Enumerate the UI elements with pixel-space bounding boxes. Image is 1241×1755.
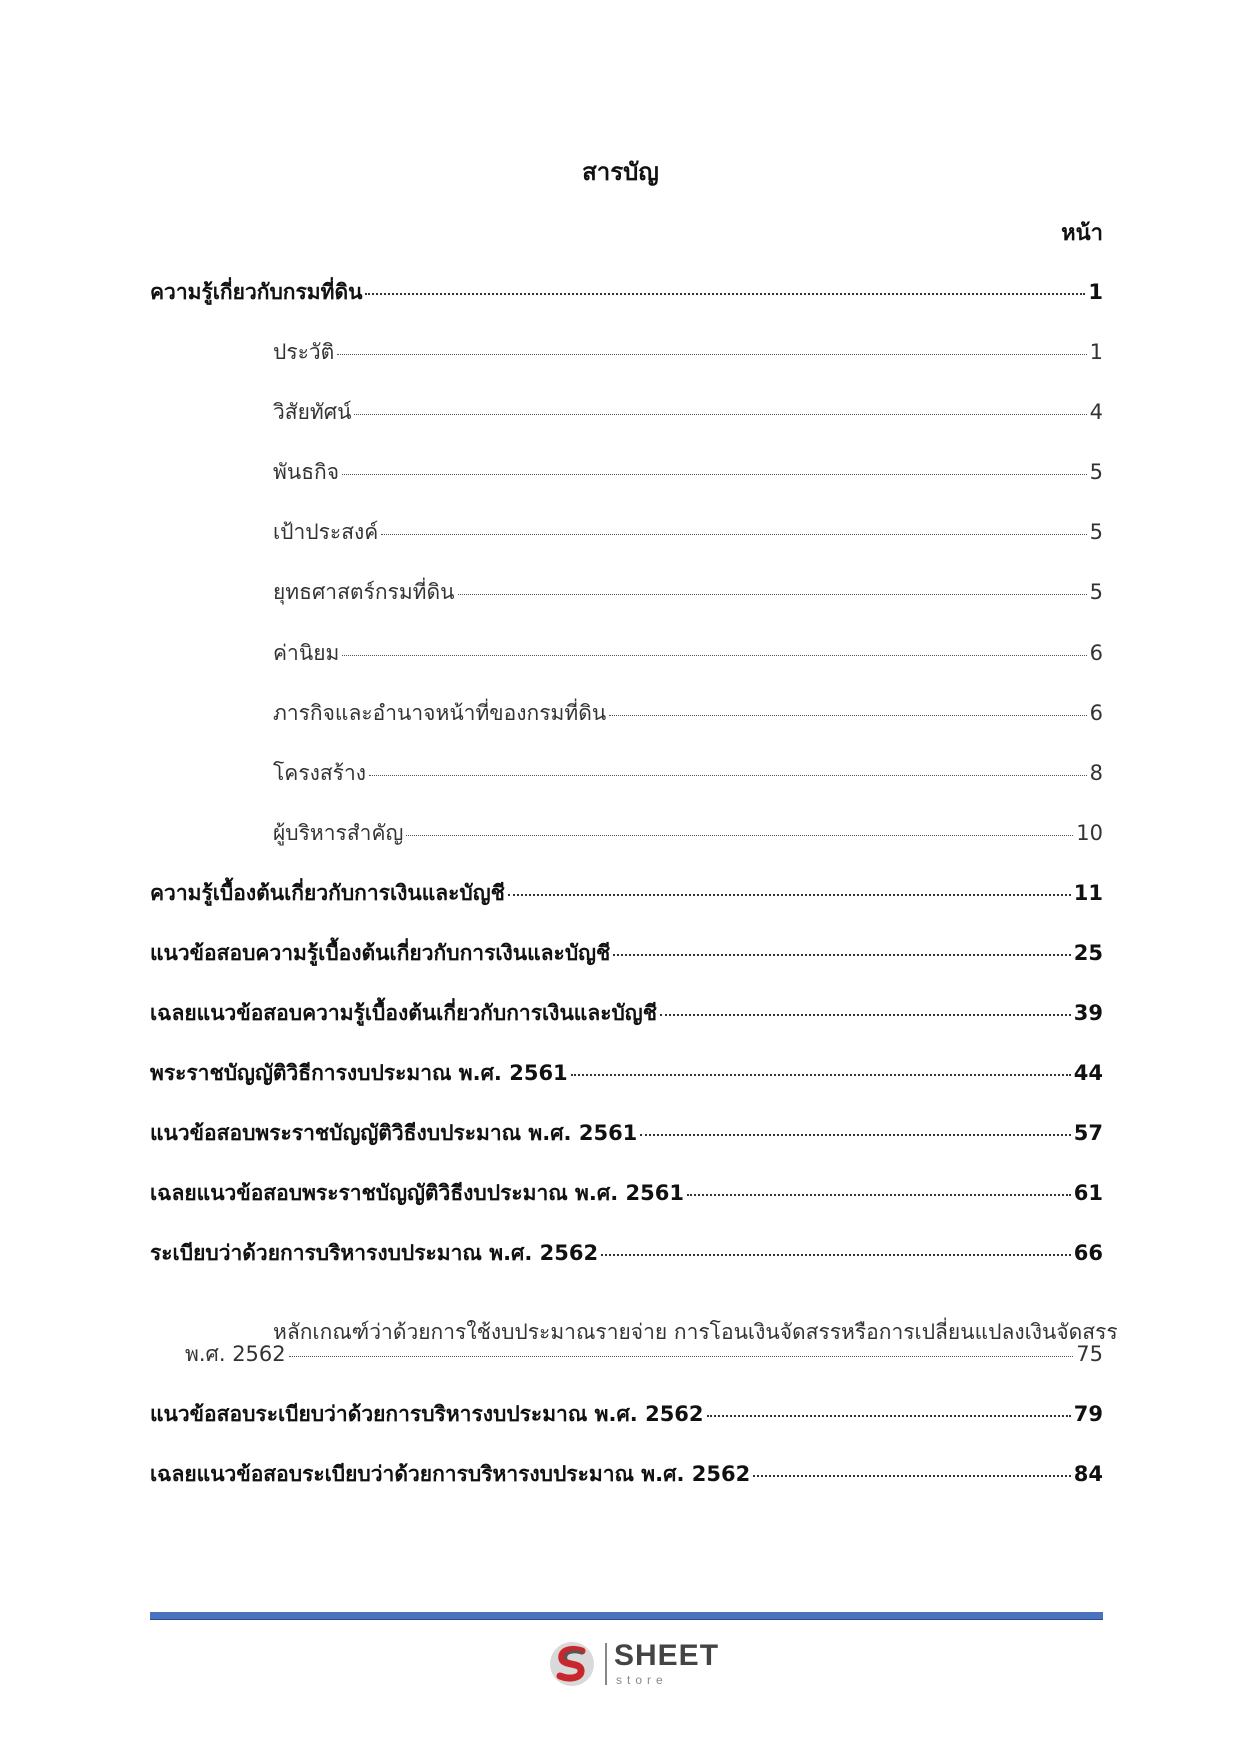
toc-entry[interactable] <box>273 456 1103 488</box>
toc-entry[interactable] <box>273 516 1103 548</box>
toc-entry-page: 10 <box>1076 821 1103 845</box>
leader-dots <box>601 1253 1071 1256</box>
leader-dots <box>609 714 1086 716</box>
toc-entry[interactable] <box>273 697 1103 729</box>
toc-entry[interactable] <box>150 877 1103 909</box>
leader-dots <box>289 1355 1074 1357</box>
toc-entry-page: 79 <box>1073 1402 1103 1426</box>
toc-entry-label: ระเบียบว่าด้วยการบริหารงบประมาณ พ.ศ. 2562 <box>150 1241 599 1265</box>
leader-dots <box>342 654 1086 656</box>
leader-dots <box>660 1013 1071 1016</box>
logo-subtext: store <box>616 1673 668 1687</box>
toc-entry-page: 57 <box>1073 1121 1103 1145</box>
toc-entry[interactable] <box>273 336 1103 368</box>
leader-dots <box>337 353 1086 355</box>
toc-entry-page: 4 <box>1089 400 1103 424</box>
toc-entry-label: ภารกิจและอำนาจหน้าที่ของกรมที่ดิน <box>273 701 607 725</box>
toc-entry-page: 75 <box>1076 1342 1103 1366</box>
leader-dots <box>458 593 1087 595</box>
toc-entry-label-line1: หลักเกณฑ์ว่าด้วยการใช้งบประมาณรายจ่าย การโอนเงินจัดสรรหรือการเปลี่ยนแปลงเงินจัดสรร <box>273 1320 1118 1344</box>
toc-entry-page: 66 <box>1073 1241 1103 1265</box>
toc-entry-label: เฉลยแนวข้อสอบพระราชบัญญัติวิธีงบประมาณ พ.ศ. 2561 <box>150 1181 684 1205</box>
toc-entry[interactable] <box>273 637 1103 669</box>
leader-dots <box>687 1193 1071 1196</box>
toc-entry-page: 84 <box>1073 1462 1103 1486</box>
toc-entry-page: 61 <box>1073 1181 1103 1205</box>
leader-dots <box>381 533 1086 535</box>
toc-entry[interactable] <box>150 1237 1103 1269</box>
toc-entry[interactable] <box>273 757 1103 789</box>
toc-entry[interactable] <box>273 817 1103 849</box>
toc-entry-label-line2: พ.ศ. 2562 <box>185 1342 286 1366</box>
leader-dots <box>508 893 1071 896</box>
leader-dots <box>369 774 1087 776</box>
toc-entry-page: 5 <box>1089 580 1103 604</box>
leader-dots <box>571 1073 1071 1076</box>
toc-entry[interactable] <box>150 1117 1103 1149</box>
leader-dots <box>753 1474 1071 1477</box>
toc-entry[interactable] <box>150 1398 1103 1430</box>
sheet-store-logo <box>548 1637 728 1693</box>
toc-entry-label: เป้าประสงค์ <box>273 520 379 544</box>
toc-entry-label: แนวข้อสอบพระราชบัญญัติวิธีงบประมาณ พ.ศ. 2561 <box>150 1121 638 1145</box>
toc-entry-page: 39 <box>1073 1001 1103 1025</box>
toc-entry-label: แนวข้อสอบระเบียบว่าด้วยการบริหารงบประมาณ พ.ศ. 2562 <box>150 1402 704 1426</box>
toc-entry[interactable] <box>185 1338 1103 1370</box>
toc-entry-label: โครงสร้าง <box>273 761 367 785</box>
toc-entry-label: ความรู้เบื้องต้นเกี่ยวกับการเงินและบัญชี <box>150 881 505 905</box>
toc-entry-page: 6 <box>1089 641 1103 665</box>
toc-entry-label: แนวข้อสอบความรู้เบื้องต้นเกี่ยวกับการเงินและบัญชี <box>150 941 611 965</box>
toc-entry[interactable] <box>273 576 1103 608</box>
toc-entry-label: พันธกิจ <box>273 460 340 484</box>
page-column-header: หน้า <box>1061 221 1103 246</box>
toc-entry-page: 5 <box>1089 520 1103 544</box>
toc-entry-label: เฉลยแนวข้อสอบความรู้เบื้องต้นเกี่ยวกับการเงินและบัญชี <box>150 1001 657 1025</box>
toc-entry-page: 1 <box>1088 280 1103 304</box>
toc-entry-label: ประวัติ <box>273 340 335 364</box>
toc-entry-label: เฉลยแนวข้อสอบระเบียบว่าด้วยการบริหารงบประมาณ พ.ศ. 2562 <box>150 1462 751 1486</box>
toc-entry[interactable] <box>150 276 1103 308</box>
toc-title: สารบัญ <box>582 158 659 186</box>
toc-entry[interactable] <box>150 997 1103 1029</box>
toc-entry-label: ผู้บริหารสำคัญ <box>273 821 404 845</box>
logo-separator <box>605 1643 607 1685</box>
leader-dots <box>406 834 1073 836</box>
toc-entry-page: 11 <box>1073 881 1103 905</box>
toc-entry-label: ยุทธศาสตร์กรมที่ดิน <box>273 580 455 604</box>
toc-entry-page: 44 <box>1073 1061 1103 1085</box>
toc-entry-label: ความรู้เกี่ยวกับกรมที่ดิน <box>150 280 363 304</box>
leader-dots <box>707 1414 1071 1417</box>
toc-entry-page: 8 <box>1089 761 1103 785</box>
toc-entry-page: 1 <box>1089 340 1103 364</box>
toc-entry-page: 6 <box>1089 701 1103 725</box>
logo-wordmark: SHEET <box>614 1639 720 1672</box>
leader-dots <box>354 413 1086 415</box>
leader-dots <box>613 953 1070 956</box>
leader-dots <box>342 473 1087 475</box>
toc-entry-label: พระราชบัญญัติวิธีการงบประมาณ พ.ศ. 2561 <box>150 1061 568 1085</box>
leader-dots <box>640 1133 1070 1136</box>
toc-entry[interactable] <box>150 937 1103 969</box>
leader-dots <box>365 292 1085 295</box>
toc-entry[interactable] <box>150 1458 1103 1490</box>
toc-entry-page: 25 <box>1073 941 1103 965</box>
toc-entry-page: 5 <box>1089 460 1103 484</box>
sheet-logo-icon <box>548 1639 596 1689</box>
toc-entry-label: ค่านิยม <box>273 641 340 665</box>
toc-entry[interactable] <box>150 1177 1103 1209</box>
footer-rule <box>150 1612 1103 1620</box>
toc-entry[interactable] <box>150 1057 1103 1089</box>
toc-entry-label: วิสัยทัศน์ <box>273 400 352 424</box>
toc-entry[interactable] <box>273 396 1103 428</box>
